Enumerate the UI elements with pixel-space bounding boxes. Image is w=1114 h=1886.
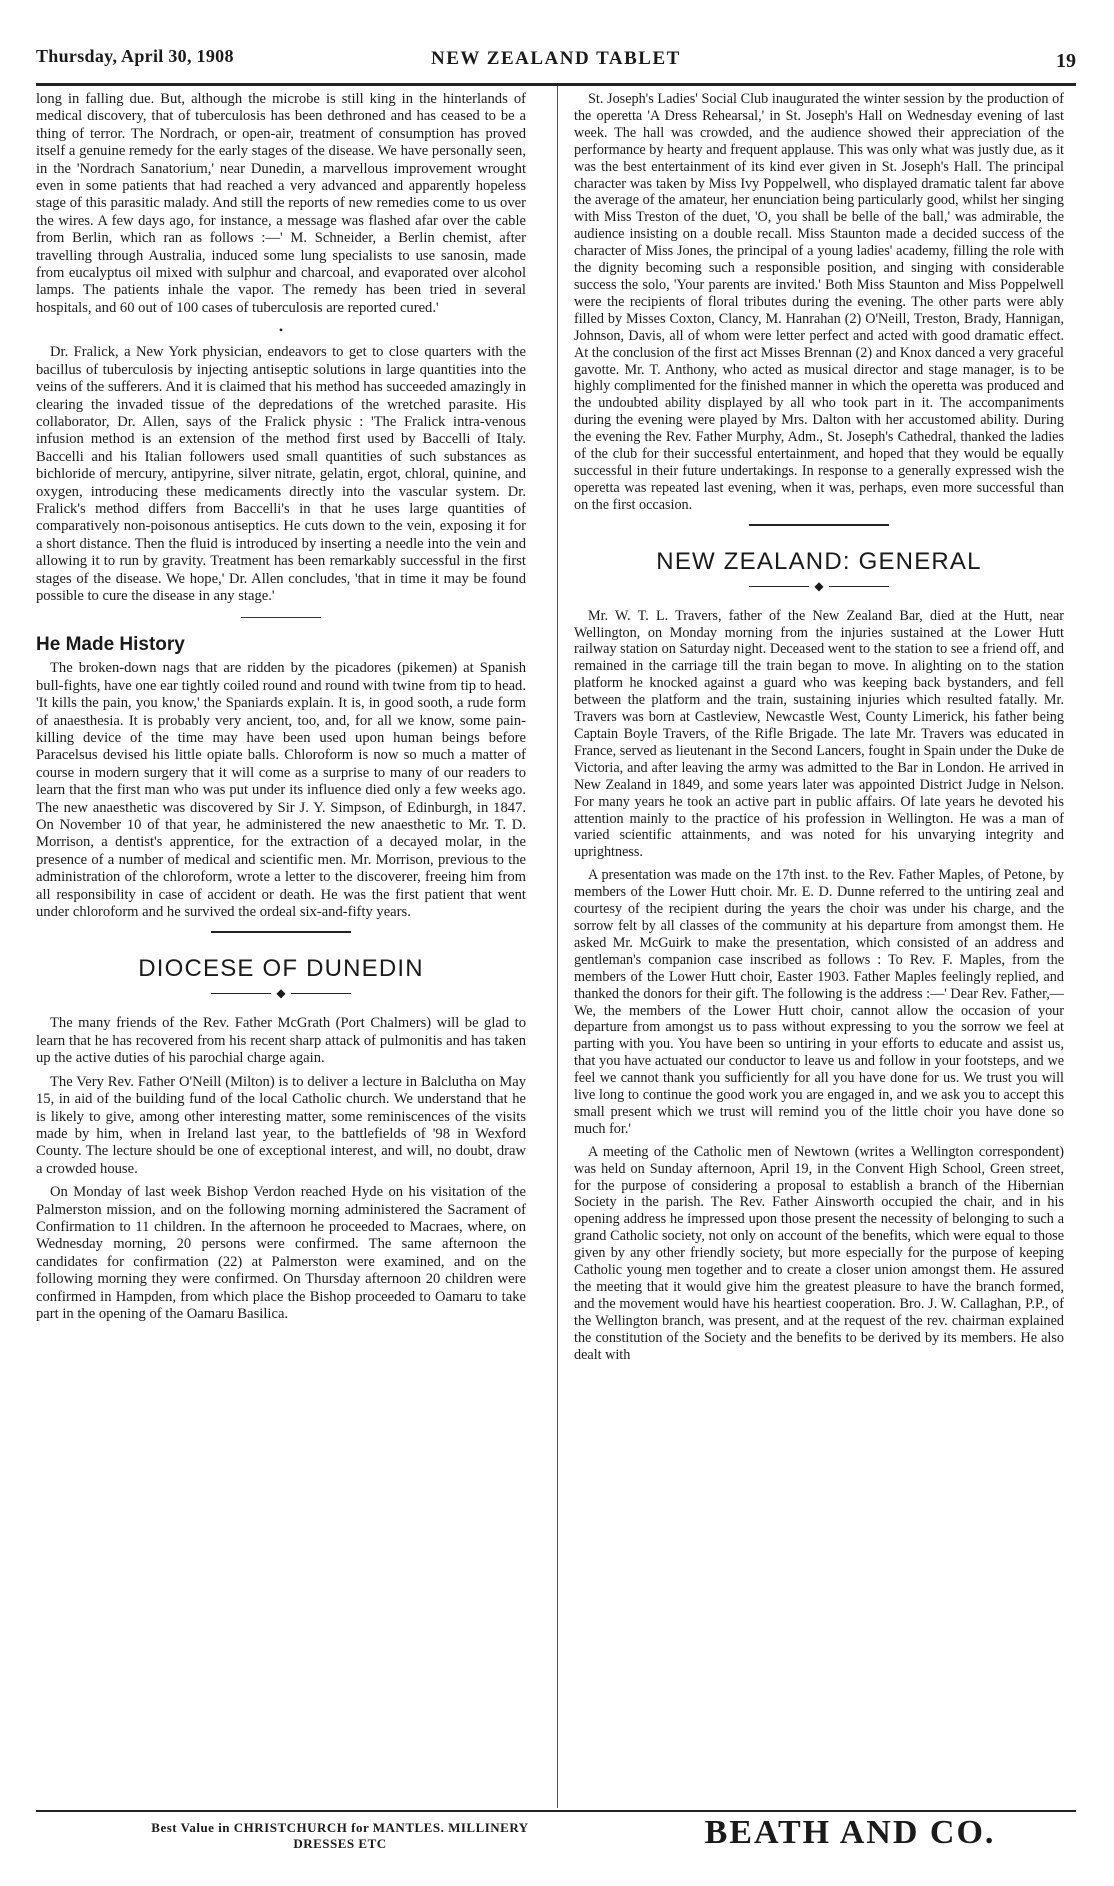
paragraph-separator: • — [278, 323, 284, 338]
column-divider — [557, 86, 558, 1808]
chloroform-paragraph: The broken-down nags that are ridden by the picadores (pikemen) at Spanish bull-fights, have one ear tightly coiled round and round with twine from tip to head. 'It kills the pain, you know,' the Spaniards explain. It is, in good sooth, a rude form of anaesthesia. It is probably very ancient, too, and, for all we know, some pain-killing device of the time may have been used upon human beings before Paracelsus devised his little opiate balls. Chloroform is now so much a matter of course in modern surgery that it will come as a surprise to many of our readers to learn that the first man who was put under its influence died only a few weeks ago. The new anaesthetic was discovered by Sir J. Y. Simpson, of Edinburgh, in 1847. On November 10 of that year, he administered the new anaesthetic to Mr. T. D. Morrison, a dentist's apprentice, for the extraction of a decayed molar, in the presence of a number of medical and scientific men. Mr. Morrison, previous to the administration of the chloroform, wrote a letter to the discoverer, freeing him from all responsibility in case of accident or death. He was the first patient that went under chloroform and he survived the ordeal six-and-fifty years. — [36, 660, 526, 921]
heading-ornament: ◆ — [574, 580, 1064, 594]
confirmation-paragraph: On Monday of last week Bishop Verdon reached Hyde on his visitation of the Palmerston mission, and on the following morning administered the Sacrament of Confirmation to 11 children. In the afternoon he proceeded to Macraes, where, on Wednesday morning, 20 persons were confirmed. The same afternoon the candidates for confirmation (22) at Palmerston were examined, and on the following morning they were confirmed. On Thursday afternoon 20 children were confirmed in Hampden, from which place the Bishop proceeded to Oamaru to take part in the opening of the Oamaru Basilica. — [36, 1184, 526, 1322]
page-number: 19 — [1056, 50, 1076, 72]
heading-ornament: ◆ — [36, 987, 526, 1001]
issue-date: Thursday, April 30, 1908 — [36, 46, 234, 66]
advert-line: Best Value in CHRISTCHURCH for MANTLES. MILLINERY — [151, 1820, 529, 1835]
fralick-paragraph: Dr. Fralick, a New York physician, endeavors to get to close quarters with the bacillus of tuberculosis by injecting antiseptic solutions in large quantities into the veins of the sufferers. And it is claimed that his method has succeeded amazingly in clearing the invaded tissue of the depredations of the wretched parasite. His collaborator, Dr. Allen, says of the Fralick physic : 'The Fralick intra-venous infusion method is an extension of the method first used by Baccelli of Italy. Baccelli and his Italian followers used small quantities of such substances as bichloride of mercury, antipyrine, silver nitrate, gelatin, ergot, chloral, quinine, and oxygen, introducing these medicaments directly into the vascular system. Dr. Fralick's method differs from Baccelli's in that he uses large quantities of comparatively non-poisonous antiseptics. He cuts down to the vein, exposing it for a short distance. Then the fluid is introduced by inserting a needle into the vein and allowing it to run by gravity. Treatment has been remarkably successful in the first stages of the disease. We hope,' Dr. Allen concludes, 'that in time it may be found possible to cure the disease in any stage.' — [36, 344, 526, 604]
operetta-paragraph: St. Joseph's Ladies' Social Club inaugurated the winter session by the production of the operetta 'A Dress Rehearsal,' in St. Joseph's Hall on Wednesday evening of last week. The hall was crowded, and the audience showed their appreciation of the performance by hearty and frequent applause. This was only what was justly due, as it was the best entertainment of its kind ever given in St. Joseph's Hall. The principal character was taken by Miss Ivy Poppelwell, who displayed dramatic talent far above the average of the amateur, her enunciation being particularly good, whilst her singing with Miss Treston of the duet, 'O, you shall be belle of the ball,' was admirable, the audience insisting on a double recall. Miss Staunton made a decided success of the character of Miss Jones, the principal of a young ladies' academy, filling the role with the dignity becoming such a responsible position, and singing with considerable success the solo, 'Your parents are invited.' Both Miss Staunton and Miss Poppelwell were the recipients of floral tributes during the evening. The other parts were ably filled by Misses Coxton, Clancy, M. Hanrahan (2) O'Neill, Treston, Brady, Hannigan, Johnson, Davis, all of whom were letter perfect and acted with good dramatic effect. At the conclusion of the first act Misses Brennan (2) and Knox danced a very graceful gavotte. Mr. T. Anthony, who acted as musical director and stage manager, is to be highly complimented for the finished manner in which the operetta was produced and the undoubted ability displayed by all who took part in it. The accompaniments during the evening were played by Mrs. Dalton with her accustomed ability. During the evening the Rev. Father Murphy, Adm., St. Joseph's Cathedral, thanked the ladies of the club for their successful entertainment, and hoped that they would be equally successful in their future undertakings. In response to a generally expressed wish the operetta was repeated last evening, when it was, perhaps, even more successful than on the first occasion. — [574, 91, 1064, 513]
advert-line: DRESSES ETC — [293, 1836, 387, 1851]
masthead-rule — [36, 83, 1076, 86]
section-rule — [749, 524, 889, 526]
mcgrath-paragraph: The many friends of the Rev. Father McGrath (Port Chalmers) will be glad to learn that he has recovered from his recent sharp attack of pulmonitis and has taken up the active duties of his parochial charge again. — [36, 1015, 526, 1067]
footer-advert — [100, 1820, 580, 1852]
left-column — [36, 91, 526, 1806]
oneill-paragraph: The Very Rev. Father O'Neill (Milton) is to deliver a lecture in Balclutha on May 15, in aid of the building fund of the local Catholic church. We understand that he is likely to give, among other interesting matter, some reminiscences of the visits made by him, when in Ireland last year, to the battlefields of '98 in Wexford County. The lecture should be one of exceptional interest, and will, no doubt, draw a crowded house. — [36, 1073, 526, 1177]
travers-paragraph: Mr. W. T. L. Travers, father of the New Zealand Bar, died at the Hutt, near Wellington, on Monday morning from the injuries sustained at the Lower Hutt railway station on Saturday night. Deceased went to the station to see a friend off, and remained in the carriage till the train began to move. In alighting on to the station platform he knocked against a guard who was keeping back bystanders, and fell between the platform and the train, sustaining injuries which resulted fatally. Mr. Travers was born at Castleview, Newcastle West, County Limerick, his father being Captain Boyle Travers, of the Rifle Brigade. The late Mr. Travers was educated in France, served as lieutenant in the Second Lancers, fought in Spain under the Duke de Victoria, and after leaving the army was admitted to the Bar in London. He arrived in New Zealand in 1849, and some years later was appointed District Judge in Nelson. For many years he took an active part in public affairs. Of late years he devoted his attention mainly to the practice of his profession in Wellington. He was a man of varied scientific attainments, and was noted for his unvarying integrity and uprightness. — [574, 607, 1064, 861]
section-rule — [211, 931, 351, 933]
masthead — [36, 40, 1076, 80]
publication-title: NEW ZEALAND TABLET — [431, 48, 681, 69]
right-column — [574, 91, 1064, 1806]
section-rule — [241, 617, 321, 618]
diocese-heading: DIOCESE OF DUNEDIN — [138, 955, 424, 983]
newtown-paragraph: A meeting of the Catholic men of Newtown (writes a Wellington correspondent) was held on Sunday afternoon, April 19, in the Convent High School, Green street, for the purpose of considering a proposal to establish a branch of the Hibernian Society in the parish. The Rev. Father Ainsworth occupied the chair, and in his opening address he impressed upon those present the necessity of belonging to such a grand Catholic society, not only on account of the benefits, which were equal to those given by any other friendly society, but more especially for the purpose of keeping Catholic young men together and to create a closer union amongst them. He assured the meeting that it would give him the greatest pleasure to have the branch formed, and the movement would have his heartiest cooperation. Bro. J. W. Callaghan, P.P., of the Wellington branch, was present, and at the request of the rev. chairman explained the constitution of the Society and the benefits to be derived by its members. He also dealt with — [574, 1143, 1064, 1363]
maples-paragraph: A presentation was made on the 17th inst. to the Rev. Father Maples, of Petone, by members of the Lower Hutt choir. Mr. E. D. Dunne referred to the untiring zeal and courtesy of the recipient during the years the choir was under his charge, and the sorrow felt by all classes of the community at his departure from amongst them. He asked Mr. McGuirk to make the presentation, which consisted of an address and gentleman's companion case inscribed as follows : To Rev. F. Maples, from the members of the Lower Hutt choir, Easter 1903. Father Maples feelingly replied, and thanked the donors for their gift. The following is the address :—' Dear Rev. Father,—We, the members of the Lower Hutt choir, cannot allow the occasion of your departure from amongst us to pass without expressing to you the sorrow we feel at parting with you. You have been so untiring in your efforts to educate and assist us, that you have actuated our conductor to leave us and follow in your footsteps, and we feel we cannot thank you sufficiently for all you have done for us. We trust you will live long to continue the good work you are engaged in, and we ask you to accept this small present which we trust will remind you of the little choir you have done so much for.' — [574, 867, 1064, 1137]
general-heading: NEW ZEALAND: GENERAL — [656, 547, 982, 575]
footer-rule — [36, 1810, 1076, 1812]
tuberculosis-paragraph: long in falling due. But, although the microbe is still king in the hinterlands of medical discovery, that of tuberculosis has been dethroned and has ceased to be a thing of terror. The Nordrach, or open-air, treatment of consumption has proved itself a genuine remedy for the early stages of the disease. We have personally seen, in the 'Nordrach Sanatorium,' near Dunedin, a marvellous improvement wrought even in some patients that had reached a very advanced and apparently hopeless stage of this parasitic malady. And still the reports of new remedies come to us over the wires. A few days ago, for instance, a message was flashed afar over the cable from Berlin, which ran as follows :—' M. Schneider, a Berlin chemist, after travelling through Australia, induced some lung specialists to use sanosin, made from eucalyptus oil mixed with sulphur and charcoal, and evaporated over alcohol lamps. The patients inhale the vapor. The remedy has been tried in several hospitals, and 60 out of 100 cases of tuberculosis are reported cured.' — [36, 91, 526, 316]
advert-brand: BEATH AND CO. — [704, 1814, 996, 1851]
history-heading: He Made History — [36, 634, 185, 656]
